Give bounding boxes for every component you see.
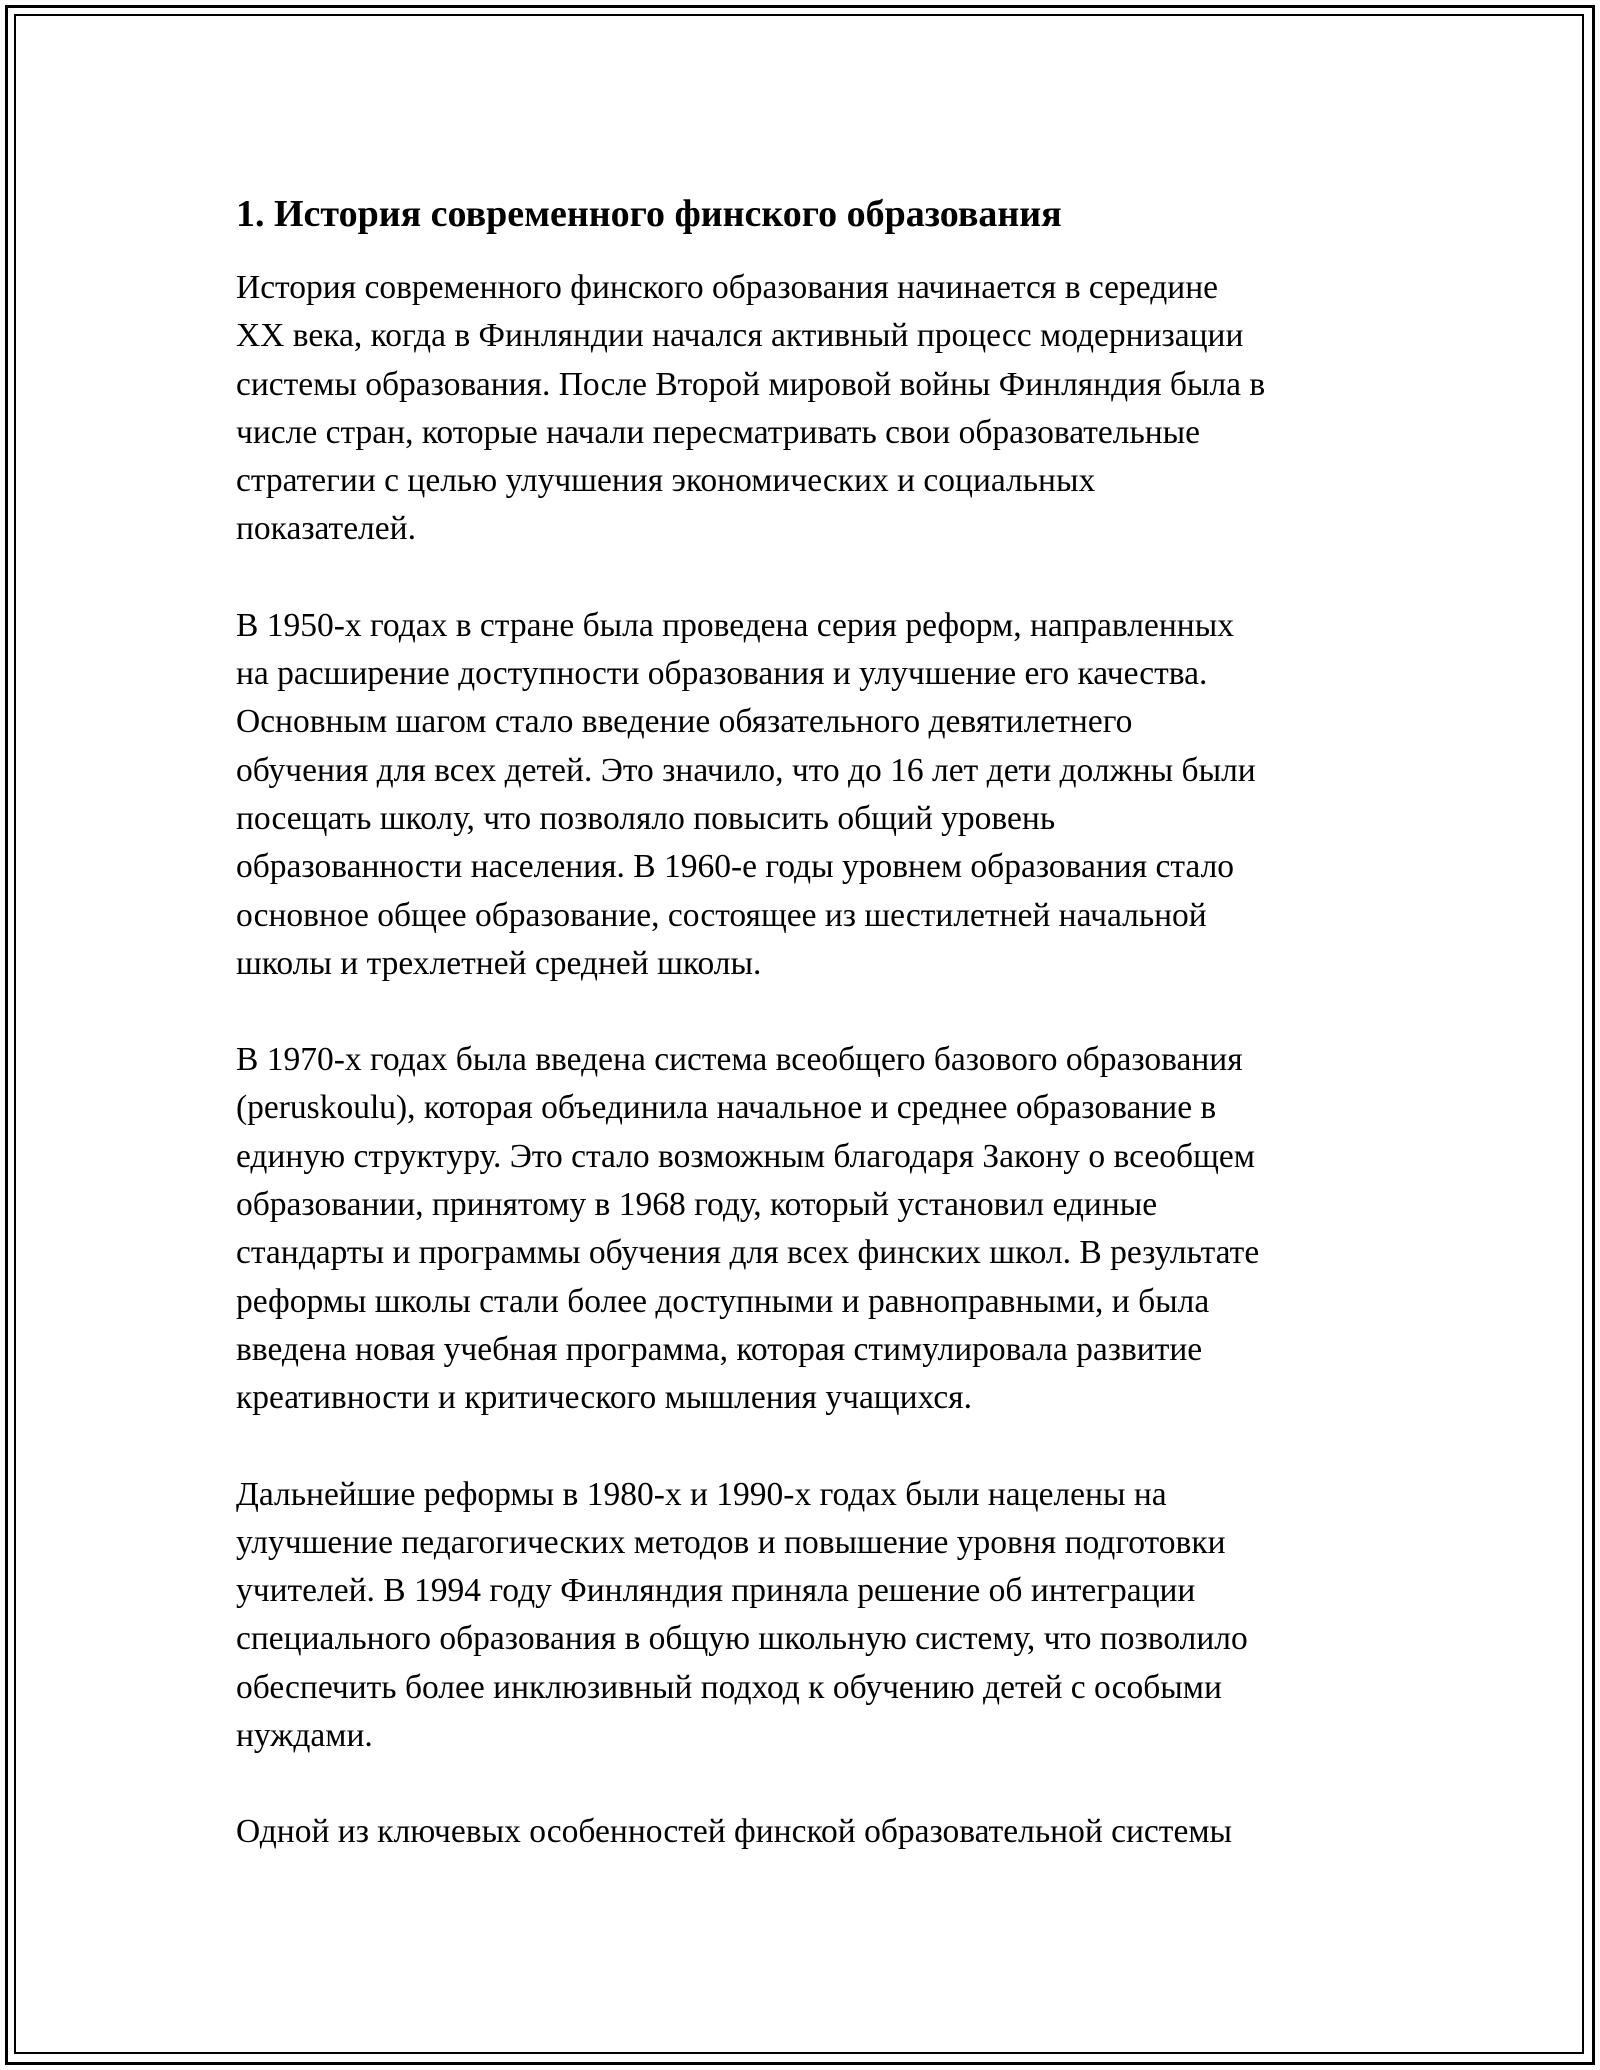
- paragraph-3: [236, 1036, 1376, 1422]
- text-line: показателей.: [236, 510, 416, 548]
- text-line: единую структуру. Это стало возможным благодаря Закону о всеобщем: [236, 1137, 1255, 1175]
- text-line: посещать школу, что позволяло повысить общий уровень: [236, 799, 1056, 837]
- text-line: системы образования. После Второй мировой войны Финляндия была в: [236, 365, 1266, 403]
- text-line: В 1970-х годах была введена система всеобщего базового образования: [236, 1041, 1243, 1079]
- text-line: на расширение доступности образования и улучшение его качества.: [236, 655, 1208, 693]
- text-line: стандарты и программы обучения для всех финских школ. В результате: [236, 1234, 1260, 1272]
- text-line: образовании, принятому в 1968 году, который установил единые: [236, 1186, 1158, 1224]
- text-line: основное общее образование, состоящее из шестилетней начальной: [236, 896, 1207, 934]
- text-line: стратегии с целью улучшения экономических и социальных: [236, 462, 1096, 500]
- text-line: числе стран, которые начали пересматривать свои образовательные: [236, 413, 1201, 451]
- text-line: обеспечить более инклюзивный подход к обучению детей с особыми: [236, 1668, 1222, 1706]
- text-line: Основным шагом стало введение обязательного девятилетнего: [236, 703, 1133, 741]
- text-line: образованности населения. В 1960-е годы уровнем образования стало: [236, 848, 1235, 886]
- paragraph-2: [236, 602, 1376, 988]
- document-body: [236, 190, 1376, 1905]
- text-line: (peruskoulu), которая объединила начальное и среднее образование в: [236, 1089, 1217, 1127]
- text-line: улучшение педагогических методов и повышение уровня подготовки: [236, 1523, 1226, 1561]
- text-line: специального образования в общую школьную систему, что позволило: [236, 1620, 1248, 1658]
- text-line: XX века, когда в Финляндии начался активный процесс модернизации: [236, 317, 1244, 355]
- paragraph-4: [236, 1471, 1376, 1761]
- text-line: учителей. В 1994 году Финляндия приняла решение об интеграции: [236, 1572, 1196, 1610]
- text-line: школы и трехлетней средней школы.: [236, 944, 762, 982]
- text-line: нуждами.: [236, 1717, 373, 1755]
- text-line: креативности и критического мышления учащихся.: [236, 1379, 972, 1417]
- paragraph-5: [236, 1808, 1376, 1856]
- text-line: История современного финского образования начинается в середине: [236, 269, 1218, 306]
- text-line: введена новая учебная программа, которая стимулировала развитие: [236, 1330, 1203, 1368]
- text-line: В 1950-х годах в стране была проведена серия реформ, направленных: [236, 606, 1234, 644]
- text-line: Одной из ключевых особенностей финской образовательной системы: [236, 1813, 1233, 1851]
- text-line: реформы школы стали более доступными и равноправными, и была: [236, 1282, 1210, 1320]
- section-heading: 1. История современного финского образования: [236, 193, 1062, 235]
- text-line: обучения для всех детей. Это значило, что до 16 лет дети должны были: [236, 751, 1256, 789]
- text-line: Дальнейшие реформы в 1980-х и 1990-х годах были нацелены на: [236, 1475, 1167, 1513]
- paragraph-1: [236, 264, 1376, 554]
